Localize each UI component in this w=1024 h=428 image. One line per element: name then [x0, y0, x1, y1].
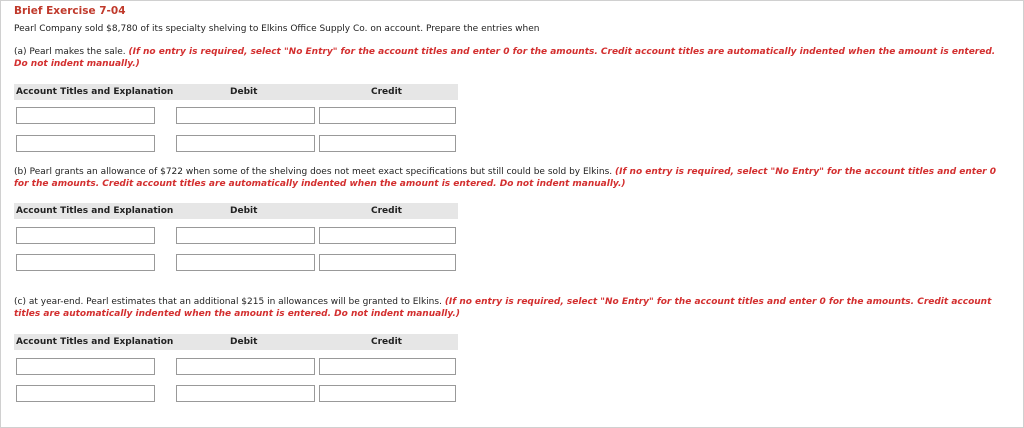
part-a-row1-debit-input[interactable]: [176, 107, 315, 124]
part-b-instructions: [14, 167, 1010, 190]
exercise-prompt: Pearl Company sold $8,780 of its specialty shelving to Elkins Office Supply Co. on account. Prepare the entries when: [14, 24, 540, 34]
debit-column-header: Debit: [230, 87, 258, 97]
part-a-row2-credit-input[interactable]: [319, 135, 456, 152]
part-c-row1-debit-input[interactable]: [176, 358, 315, 375]
part-a-table-header: [14, 84, 458, 100]
part-c-row2-debit-input[interactable]: [176, 385, 315, 402]
account-column-header: Account Titles and Explanation: [16, 87, 174, 97]
part-b-label: (b) Pearl grants an allowance of $722 when some of the shelving does not meet exact specifications but still could be sold by Elkins.: [14, 167, 613, 177]
part-c-instructions: [14, 297, 1010, 320]
part-b-row2-debit-input[interactable]: [176, 254, 315, 271]
part-a-row1-account-input[interactable]: [16, 107, 155, 124]
credit-column-header: Credit: [371, 337, 402, 347]
part-c-row2-account-input[interactable]: [16, 385, 155, 402]
part-b-table-header: [14, 203, 458, 219]
part-c-label: (c) at year-end. Pearl estimates that an additional $215 in allowances will be granted to Elkins.: [14, 297, 442, 307]
account-column-header: Account Titles and Explanation: [16, 206, 174, 216]
credit-column-header: Credit: [371, 206, 402, 216]
debit-column-header: Debit: [230, 337, 258, 347]
part-b-row1-credit-input[interactable]: [319, 227, 456, 244]
part-b-row2-account-input[interactable]: [16, 254, 155, 271]
part-a-label: (a) Pearl makes the sale.: [14, 47, 126, 57]
part-c-hint: (If no entry is required, select "No Entry" for the account titles and enter 0 for the amounts. Credit account titles are automatically indented when the amount is entered. Do not indent manually.): [14, 297, 992, 319]
debit-column-header: Debit: [230, 206, 258, 216]
part-a-row2-debit-input[interactable]: [176, 135, 315, 152]
part-b-row2-credit-input[interactable]: [319, 254, 456, 271]
part-c-table-header: [14, 334, 458, 350]
credit-column-header: Credit: [371, 87, 402, 97]
part-b-hint: (If no entry is required, select "No Entry" for the account titles and enter 0 for the amounts. Credit account titles are automatically indented when the amount is entered. Do not indent manually.): [14, 167, 997, 189]
part-c-row2-credit-input[interactable]: [319, 385, 456, 402]
part-a-row2-account-input[interactable]: [16, 135, 155, 152]
part-b-row1-debit-input[interactable]: [176, 227, 315, 244]
exercise-title: Brief Exercise 7-04: [14, 5, 126, 17]
part-a-hint: (If no entry is required, select "No Entry" for the account titles and enter 0 for the amounts. Credit account titles are automatically indented when the amount is entered. Do not indent manually.): [14, 47, 996, 69]
account-column-header: Account Titles and Explanation: [16, 337, 174, 347]
part-c-row1-account-input[interactable]: [16, 358, 155, 375]
part-c-row1-credit-input[interactable]: [319, 358, 456, 375]
part-a-row1-credit-input[interactable]: [319, 107, 456, 124]
part-b-row1-account-input[interactable]: [16, 227, 155, 244]
part-a-instructions: [14, 47, 1010, 70]
